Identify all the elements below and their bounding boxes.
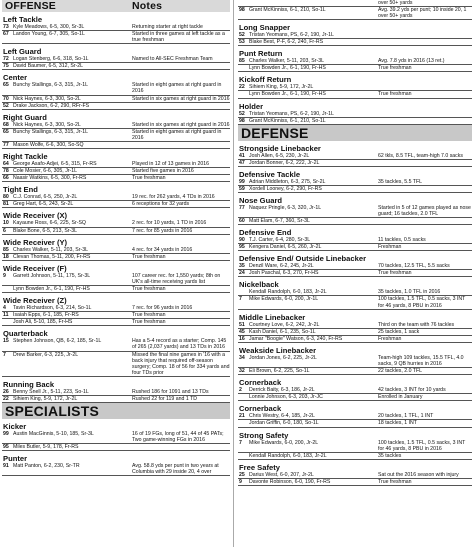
player-info: Jordan Bonner, 6-2, 222, Jr-2L [249,159,320,166]
section-band-defense [238,125,472,141]
player-info: Matt Panton, 6-2, 230, Sr-TR [13,463,80,470]
jersey-number: 9 [3,272,6,279]
jersey-number: 22 [3,396,9,402]
jersey-number: 78 [3,168,9,175]
player-notes: 4 rec. for 34 yards in 2016 [132,246,193,253]
player-row [238,186,472,193]
player-notes: Freshman [378,244,402,251]
jersey-number: 18 [3,253,9,260]
jersey-number: 98 [239,7,245,14]
player-info: Tavin Richardson, 6-3, 214, So-1L [13,305,92,312]
jersey-number: 59 [239,185,245,192]
position-heading-left-tackle: Left Tackle [3,15,43,24]
player-row [2,82,230,95]
player-notes: Freshman [378,335,402,342]
player-row [2,220,230,227]
player-info: Naasir Watkins, 6-5, 300, Fr-RS [13,175,87,182]
position-heading-long-snapper: Long Snapper [239,23,291,33]
position-heading-center: Center [3,73,28,83]
jersey-number: 73 [3,24,9,30]
section-band-specialists [2,403,230,419]
player-info: Charles Walker, 5-11, 203, Sr-3L [13,246,88,253]
player-notes: 100 tackles, 1.5 TFL, 0.5 sacks, 3 INT for 46 yards, 8 PBU in 2016 [378,439,466,452]
position-heading-middle-linebacker: Middle Linebacker [239,312,306,322]
player-row [2,24,230,31]
player-info: Josh Paschal, 6-3, 270, Fr-HS [249,270,319,277]
player-info: Nick Haynes, 6-3, 300, So-2L [13,95,81,102]
player-row [2,63,230,70]
player-info: Landon Young, 6-7, 305, So-1L [13,31,85,38]
player-notes: True freshman [378,65,412,72]
player-info: Lynn Bowden Jr., 6-1, 190, Fr-HS [13,285,90,292]
player-notes: Rushed 22 for 119 and 1 TD [132,396,197,402]
player-row [2,319,230,326]
right-column [238,0,472,486]
player-notes: Started in 5 of 12 games played as nose guard; 16 tackles, 2.0 TFL [378,204,471,217]
player-row [238,472,472,479]
player-info: Charles Walker, 5-11, 203, Sr-3L [249,58,324,65]
jersey-number: 77 [3,141,9,148]
jersey-number: 99 [239,178,245,185]
position-heading-wide-receiver-y: Wide Receiver (Y) [3,237,68,247]
jersey-number: 10 [3,220,9,227]
player-info: Jordan Griffin, 6-0, 180, So-1L [249,420,319,427]
player-row [238,65,472,72]
jersey-number: 45 [239,328,245,335]
position-heading-strongside-linebacker: Strongside Linebacker [239,143,321,153]
player-info: Blake Bone, 6-5, 213, Sr-3L [13,227,78,234]
position-heading-nickelback: Nickelback [239,280,279,290]
player-info: Garrett Johnson, 5-11, 175, Sr-3L [13,272,91,279]
player-info: Kash Daniel, 6-1, 235, So-1L [249,328,316,335]
jersey-number: 47 [239,159,245,166]
player-notes: Played in 12 of 13 games in 2016 [132,160,210,167]
player-info: Jamar "Boogie" Watson, 6-3, 240, Fr-RS [249,335,343,342]
jersey-number: 90 [239,236,245,243]
jersey-number: 64 [3,160,9,167]
player-row [2,161,230,168]
player-row [2,286,230,293]
player-row [2,396,230,403]
player-row [238,111,472,118]
player-info: Lynn Bowden Jr., 6-1, 190, Fr-HS [249,65,326,72]
jersey-number: 35 [239,263,245,270]
player-row [238,329,472,336]
player-notes: Started in eight games at right guard in 2016 [132,82,222,95]
jersey-number: 25 [239,471,245,478]
player-notes: Rushed 186 for 1091 and 13 TDs [132,388,209,395]
player-row [238,368,472,375]
player-info: Benny Snell Jr., 5-11, 223, So-1L [13,388,89,395]
player-notes: 35 tackles, 5.5 TFL [378,178,423,185]
player-notes: True freshman [378,270,412,277]
jersey-number: 80 [3,194,9,201]
section-title: SPECIALISTS [5,403,99,420]
player-notes: 2 rec. for 10 yards, 1 TD in 2016 [132,220,207,227]
player-row [2,247,230,254]
player-row [238,218,472,225]
player-notes: Team-high 109 tackles, 15.5 TFL, 4.0 sacks, 9 QB hurries in 2016 [378,354,464,367]
player-info: Xordell Looney, 6-2, 290, Fr-RS [249,185,322,192]
player-notes: Enrolled in January [378,394,423,401]
jersey-number: 53 [239,39,245,46]
position-heading-kickoff-return: Kickoff Return [239,75,292,85]
player-notes: 6 receptions for 32 yards [132,201,190,208]
player-row [2,431,230,444]
player-info: George Asafo-Adjei, 6-5, 315, Fr-RS [13,160,97,167]
player-info: Tristan Yeomans, PS, 6-2, 190, Jr-1L [249,32,334,39]
player-info: Bunchy Stallings, 6-3, 315, Jr-1L [13,128,88,135]
jersey-number: 68 [3,121,9,128]
player-row [238,394,472,401]
jersey-number: 7 [239,296,242,303]
player-notes: True freshman [378,478,412,485]
player-row [2,168,230,175]
player-row [2,389,230,396]
position-heading-defensive-end: Defensive End [239,227,292,237]
position-heading-quarterback: Quarterback [3,329,48,339]
position-heading-defensive-end-outside-linebacker: Defensive End/ Outside Linebacker [239,254,367,264]
player-info: Lonnie Johnson, 6-3, 203, Jr-JC [249,394,323,401]
jersey-number: 66 [3,175,9,182]
position-heading-wide-receiver-x: Wide Receiver (X) [3,211,68,221]
jersey-number: 52 [239,110,245,117]
player-info: T.J. Carter, 6-4, 280, Sr-3L [249,236,311,243]
player-info: Matt Elam, 6-7, 360, Sr-3L [249,217,310,224]
player-notes: 100 tackles, 1.5 TFL, 0.5 sacks, 3 INT for 46 yards, 8 PBU in 2016 [378,296,466,309]
player-info: Bunchy Stallings, 6-3, 315, Jr-1L [13,82,88,89]
player-notes: Avg. 58.8 yds per punt in two years at Columbia with 29 inside 20, 4 over [132,463,219,476]
player-info: Jordan Jones, 6-2, 225, Jr-2L [249,354,317,361]
position-heading-left-guard: Left Guard [3,47,42,57]
jersey-number: 85 [239,58,245,65]
player-notes: 19 rec. for 262 yards, 4 TDs in 2016 [132,194,215,201]
position-heading-defensive-tackle: Defensive Tackle [239,169,301,179]
position-heading-right-tackle: Right Tackle [3,151,48,161]
player-notes: True freshman [132,253,166,260]
player-notes: Started in six games at right guard in 2016 [132,121,230,128]
left-column [2,0,230,476]
column-divider [233,0,234,547]
player-info: Isaiah Epps, 6-1, 185, Fr-RS [13,312,79,319]
player-row [238,39,472,46]
player-info: Josh Allen, 6-5, 230, Jr-2L [249,152,310,159]
player-row [2,103,230,110]
jersey-number: 4 [3,305,6,312]
jersey-number: 60 [239,217,245,224]
player-notes: Third on the team with 76 tackles [378,321,455,328]
player-info: Kyle Meadows, 6-5, 300, Sr-3L [13,24,85,30]
player-row [238,237,472,244]
jersey-number: 81 [3,201,9,208]
player-info: Drake Jackson, 6-2, 290, RFr-FS [13,102,90,109]
player-notes: 25 tackles, 1 sack [378,328,420,335]
player-notes: Started in six games at right guard in 2016 [132,95,230,102]
position-heading-nose-guard: Nose Guard [239,195,283,205]
player-row [2,228,230,235]
position-heading-punter: Punter [3,454,28,464]
player-info: Kayaune Ross, 6-6, 225, Sr-SQ [13,220,86,227]
player-row [2,273,230,286]
player-row [238,179,472,186]
player-row [2,201,230,208]
player-row [2,312,230,319]
player-row [2,31,230,44]
position-heading-punt-return: Punt Return [239,49,283,59]
position-heading-cornerback: Cornerback [239,378,282,388]
player-row [2,305,230,312]
position-heading-weakside-linebacker: Weakside Linebacker [239,345,317,355]
player-notes: True freshman [132,285,166,292]
player-info: Tristan Yeomans, PS, 6-2, 190, Jr-1L [249,110,334,117]
section-title: DEFENSE [241,124,309,141]
player-notes: 18 tackles, 1 INT [378,420,417,427]
player-info: Mike Edwards, 6-0, 200, Jr-1L [249,296,319,303]
player-notes: Named to All-SEC Freshman Team [132,56,213,63]
player-info: Austin MacGinnis, 5-10, 185, Sr-3L [13,431,94,438]
player-row [2,352,230,377]
player-notes: Sat out the 2016 season with injury [378,471,459,478]
jersey-number: 77 [239,204,245,211]
player-notes: True freshman [378,91,412,98]
jersey-number: 7 [239,439,242,446]
player-notes: 42 tackles, 3 INT for 10 yards [378,387,446,394]
jersey-number: 26 [3,388,9,395]
jersey-number: 15 [3,338,9,345]
player-row [238,263,472,270]
player-info: Eli Brown, 6-2, 225, So-1L [249,368,310,375]
position-heading-free-safety: Free Safety [239,462,280,472]
player-row [238,7,472,20]
position-heading-running-back: Running Back [3,379,55,389]
player-notes: over 50+ yards [378,0,413,6]
player-info: Cole Mosier, 6-6, 305, Jr-1L [13,168,78,175]
player-row [238,58,472,65]
notes-header: Notes [132,0,163,12]
player-row [238,160,472,167]
position-heading-cornerback: Cornerback [239,404,282,414]
player-row [2,56,230,63]
player-row [2,338,230,351]
player-row [2,175,230,182]
jersey-number: 72 [3,56,9,63]
jersey-number: 52 [3,102,9,109]
position-heading-holder: Holder [239,101,264,111]
section-title: OFFENSE [5,0,56,12]
jersey-number: 98 [239,117,245,124]
jersey-number: 16 [239,335,245,342]
player-notes: 62 tkls, 8.5 TFL, team-high 7.0 sacks [378,152,463,159]
player-info: David Baumer, 6-5, 312, Sr-2L [13,63,84,70]
player-info: C.J. Conrad, 6-5, 250, Jr-2L [13,194,78,201]
player-notes: True freshman [132,319,166,326]
player-row [238,387,472,394]
section-band-offense [2,0,230,12]
player-info: Mike Edwards, 6-0, 200, Jr-2L [249,439,319,446]
player-notes: Has a 5-4 record as a starter; Comp. 145 of 265 (2,037 yards) and 13 TDs in 2016 [132,338,227,351]
player-notes: 107 career rec. for 1,550 yards; 8th on UK's all-time receiving yards list [132,272,221,285]
position-heading-kicker: Kicker [3,422,27,432]
jersey-number: 65 [3,128,9,135]
player-notes: 22 tackles, 2.0 TFL [378,368,423,375]
jersey-number: 52 [239,32,245,39]
jersey-number: 91 [3,463,9,470]
player-notes: 11 tackles, 0.5 sacks [378,236,426,243]
player-row [238,440,472,453]
jersey-number: 41 [239,152,245,159]
jersey-number: 6 [3,227,6,234]
player-info: Blake Best, P-F, 6-2, 240, Fr-RS [249,39,324,46]
player-notes: 70 tackles, 12.5 TFL, 5.5 sacks [378,263,450,270]
player-info: Josh Ali, 5-10, 185, Fr-HS [13,319,73,326]
player-row [238,322,472,329]
player-notes: Avg. 39.2 yds per punt; 10 inside 20, 1 over 50+ yards [378,7,467,20]
player-row [238,244,472,251]
player-row [238,413,472,420]
player-info: Courtney Love, 6-2, 242, Jr-2L [249,321,320,328]
player-row [238,453,472,460]
jersey-number: 95 [239,244,245,251]
jersey-number: 21 [239,413,245,420]
player-row [2,129,230,142]
player-info: Stephen Johnson, QB, 6-2, 185, Sr-1L [13,338,102,345]
player-notes: True freshman [132,175,166,182]
jersey-number: 70 [3,95,9,102]
player-notes: 7 rec. for 85 yards in 2016 [132,227,193,234]
player-row [238,91,472,98]
player-row [238,32,472,39]
jersey-number: 51 [239,321,245,328]
player-info: Sihiem King, 5-9, 172, Jr-2L [249,84,314,91]
player-row [2,96,230,103]
player-info: Grant McKinniss, 6-1, 210, So-1L [249,7,326,14]
jersey-number: 85 [3,246,9,253]
jersey-number: 2 [239,387,242,394]
player-row [2,142,230,149]
player-info: Adrian Middleton, 6-3, 275, Sr-2L [249,178,326,185]
player-row [238,84,472,91]
player-info: Kendall Randolph, 6-0, 183, Jr-2L [249,289,327,296]
player-info: Naquez Pringle, 6-3, 320, Jr-1L [249,204,322,211]
player-row [2,463,230,476]
player-notes: Avg. 7.8 yds in 2016 (13 ret.) [378,58,445,65]
jersey-number: 7 [3,351,6,358]
player-notes: True freshman [132,312,166,319]
player-row [2,444,230,451]
player-info: Logan Stenberg, 6-6, 318, So-1L [13,56,89,63]
position-heading-right-guard: Right Guard [3,112,47,122]
player-info: Greg Hart, 6-5, 243, Sr-2L [13,201,74,208]
position-heading-wide-receiver-f: Wide Receiver (F) [3,263,67,273]
player-info: Davonte Robinson, 6-0, 190, Fr-RS [249,478,331,485]
player-row [2,254,230,261]
player-info: Chris Westry, 6-4, 185, Jr-2L [249,413,315,420]
position-heading-tight-end: Tight End [3,185,38,195]
player-info: Derrick Baity, 6-3, 186, Jr-2L [249,387,315,394]
player-notes: Started in three games at left tackle as a true freshman [132,31,225,44]
jersey-number: 75 [3,63,9,70]
player-row [238,205,472,218]
jersey-number: 11 [3,312,9,319]
player-row [2,194,230,201]
position-heading-wide-receiver-z: Wide Receiver (Z) [3,296,67,306]
jersey-number: 32 [239,368,245,375]
jersey-number: 34 [239,354,245,361]
player-row [238,289,472,296]
player-row [238,0,472,7]
player-info: Darius West, 6-0, 207, Jr-2L [249,471,314,478]
player-row [238,336,472,343]
player-notes: 16 of 19 FGs, long of 51, 44 of 45 PATs; Two game-winning FGs in 2016 [132,431,224,444]
player-notes: 35 tackles, 1.0 TFL in 2016 [378,289,441,296]
player-info: Kengera Daniel, 6-5, 260, Jr-2L [249,244,322,251]
player-notes: Started in eight games at right guard in 2016 [132,128,222,141]
player-row [238,479,472,486]
player-info: Denzil Ware, 6-2, 245, Jr-2L [249,263,314,270]
player-notes: Missed the final nine games in '16 with a back injury that required off-season surgery; Comp. 18 of 56 for 334 yards and four TDs prior [132,351,230,376]
player-info: Lynn Bowden Jr., 6-1, 190, Fr-HS [249,91,326,98]
player-row [238,118,472,125]
player-notes: Returning starter at right tackle [132,24,203,30]
player-info: Grant McKinniss, 6-1, 210, So-1L [249,117,326,124]
player-notes: 35 tackles [378,452,402,459]
player-info: Clevan Thomas, 5-11, 200, Fr-RS [13,253,91,260]
player-notes: 20 tackles, 1 TFL, 1 INT [378,413,434,420]
player-row [238,153,472,160]
jersey-number: 95 [3,444,9,451]
jersey-number: 65 [3,82,9,89]
jersey-number: 22 [239,84,245,91]
player-info: Kendall Randolph, 6-0, 183, Jr-2L [249,452,327,459]
player-row [2,122,230,129]
jersey-number: 24 [239,270,245,277]
player-row [238,270,472,277]
jersey-number: 67 [3,31,9,38]
player-info: Nick Haynes, 6-3, 300, So-2L [13,121,81,128]
player-notes: Started five games in 2016 [132,168,194,175]
jersey-number: 9 [239,478,242,485]
jersey-number: 99 [3,431,9,438]
player-row [238,420,472,427]
player-row [238,355,472,368]
player-info: Sihiem King, 5-9, 172, Jr-2L [13,396,78,402]
player-info: Drew Barker, 6-3, 225, Jr-2L [13,351,79,358]
player-notes: 7 rec. for 96 yards in 2016 [132,305,193,312]
player-row [238,296,472,309]
player-info: Miles Butler, 5-9, 178, Fr-RS [13,444,79,451]
player-info: Mason Wolfe, 6-6, 300, So-SQ [13,141,84,148]
position-heading-strong-safety: Strong Safety [239,430,289,440]
